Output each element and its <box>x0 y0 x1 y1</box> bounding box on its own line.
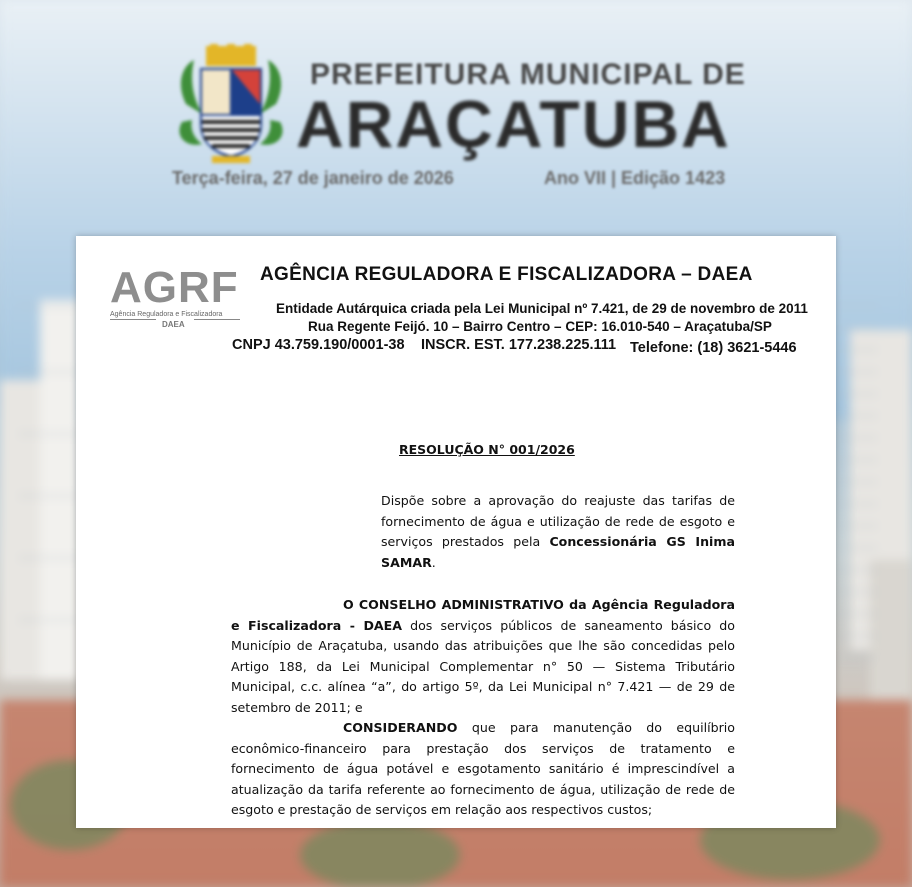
coat-of-arms-icon <box>172 44 290 164</box>
gazette-edition: Ano VII | Edição 1423 <box>544 168 726 188</box>
resolution-summary: Dispõe sobre a aprovação do reajuste das tarifas de fornecimento de água e utilização de rede de esgoto e serviços prestados pela Concessionária GS Inima SAMAR. <box>381 493 735 570</box>
agrf-logo-subtitle: Agência Reguladora e Fiscalizadora <box>110 311 223 318</box>
paragraph-council: O CONSELHO ADMINISTRATIVO da Agência Reguladora e Fiscalizadora - DAEA dos serviços públicos de saneamento básico do Município de Araçatuba, usando das atribuições que lhe são concedidas pelo Artigo 188, da Lei Municipal Complementar n° 50 — Sistema Tributário Municipal, c.c. alínea “a”, do artigo 5º, da Lei Municipal n° 7.421 — de 29 de setembro de 2011; e <box>231 597 735 715</box>
resolution-title: RESOLUÇÃO N° 001/2026 <box>399 442 575 457</box>
agency-name: AGÊNCIA REGULADORA E FISCALIZADORA – DAEA <box>260 264 753 285</box>
agency-legal-line: Entidade Autárquica criada pela Lei Municipal nº 7.421, de 29 de novembro de 2011 <box>276 301 808 316</box>
agency-cnpj: CNPJ 43.759.190/0001-38 <box>232 337 405 353</box>
document-page <box>76 236 836 828</box>
agency-registration-line <box>232 337 797 356</box>
agency-address: Rua Regente Feijó. 10 – Bairro Centro – CEP: 16.010-540 – Araçatuba/SP <box>308 319 772 334</box>
agency-phone: Telefone: (18) 3621-5446 <box>630 340 797 356</box>
agency-state-registration: INSCR. EST. 177.238.225.111 <box>421 337 617 353</box>
agrf-logo-word: AGRF <box>110 263 239 312</box>
gazette-title-line-1: PREFEITURA MUNICIPAL DE <box>310 58 746 91</box>
agrf-logo-daea: DAEA <box>162 320 185 329</box>
gazette-date: Terça-feira, 27 de janeiro de 2026 <box>172 168 454 188</box>
agrf-logo <box>110 263 242 330</box>
paragraph-considering: CONSIDERANDO que para manutenção do equilíbrio econômico-financeiro para prestação dos serviços de tratamento e fornecimento de água potável e esgotamento sanitário é imprescindível a atualização da tarifa referente ao fornecimento de água, utilização de rede de esgoto e prestação de serviços em relação aos respectivos custos; <box>231 720 735 817</box>
gazette-header <box>0 0 912 235</box>
gazette-title-line-2: ARAÇATUBA <box>296 87 731 161</box>
